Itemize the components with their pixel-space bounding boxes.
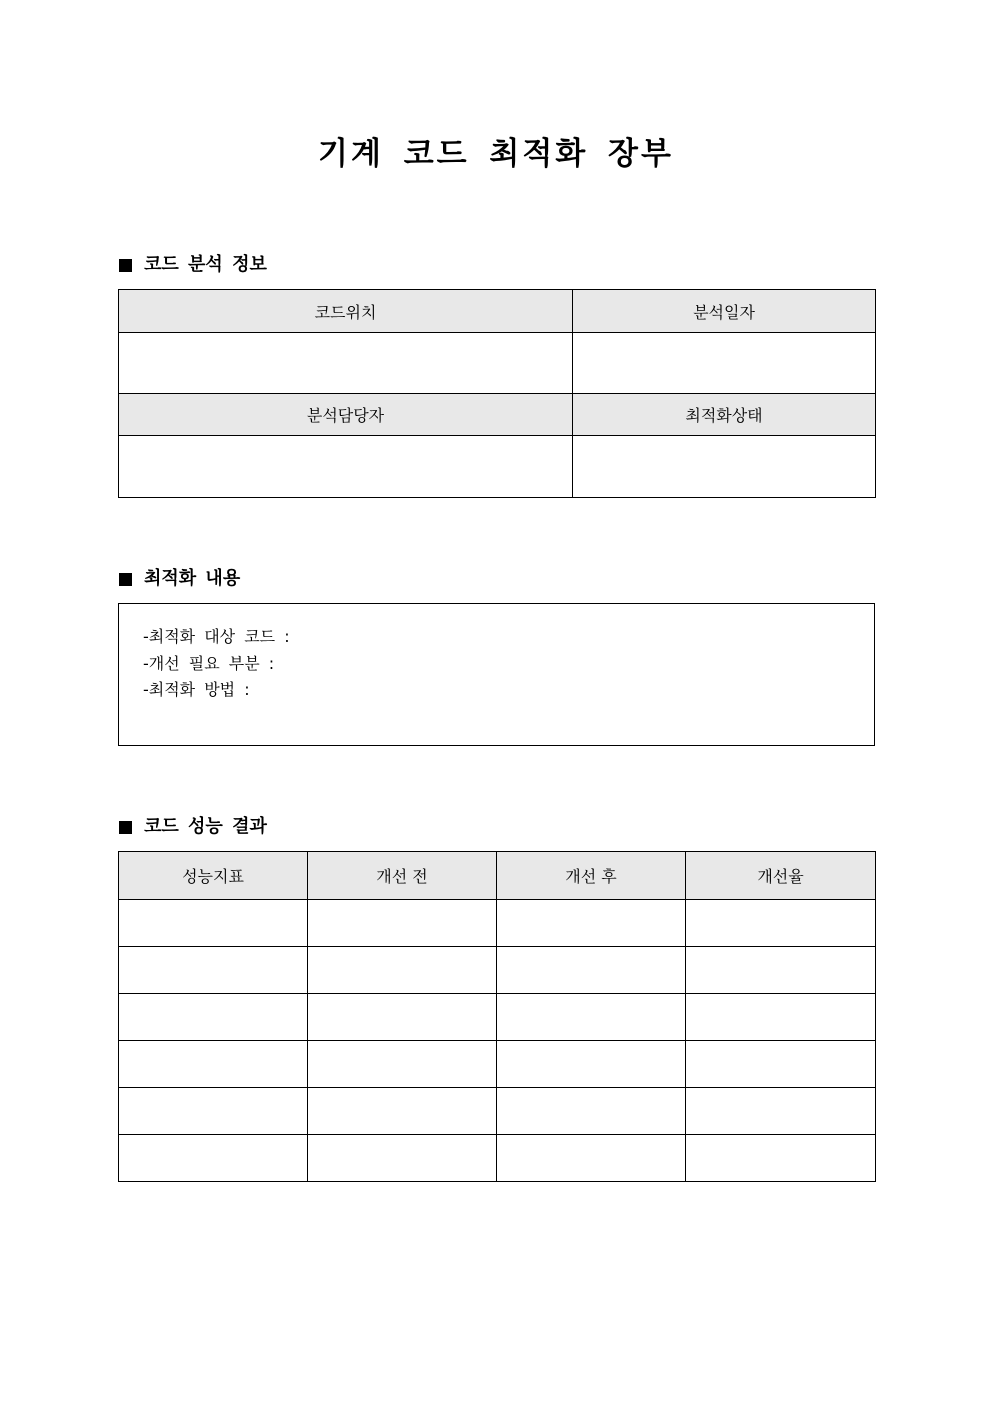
section-heading-optimization-content — [119, 567, 240, 591]
table-cell[interactable] — [686, 1088, 876, 1135]
performance-results-table — [118, 851, 876, 1182]
code-location-field[interactable] — [119, 333, 573, 394]
section-heading-label: 최적화 내용 — [144, 568, 241, 589]
table-row — [119, 900, 876, 947]
table-row — [119, 1135, 876, 1182]
table-cell[interactable] — [497, 1041, 686, 1088]
optimization-content-box[interactable] — [118, 603, 875, 746]
content-line-target-code: -최적화 대상 코드 : — [143, 627, 290, 646]
section-heading-label: 코드 성능 결과 — [144, 816, 267, 837]
table-row — [119, 994, 876, 1041]
content-line-improvement-area: -개선 필요 부분 : — [143, 653, 275, 673]
column-header-after: 개선 후 — [497, 852, 686, 900]
table-cell[interactable] — [308, 1135, 497, 1182]
table-cell[interactable] — [497, 1135, 686, 1182]
table-cell[interactable] — [686, 900, 876, 947]
table-cell[interactable] — [497, 1088, 686, 1135]
square-bullet-icon — [119, 821, 132, 834]
code-analysis-table — [118, 289, 876, 498]
table-cell[interactable] — [308, 1041, 497, 1088]
table-cell[interactable] — [497, 947, 686, 994]
table-cell[interactable] — [686, 1135, 876, 1182]
table-cell[interactable] — [686, 947, 876, 994]
column-header-before: 개선 전 — [308, 852, 497, 900]
table-cell[interactable] — [308, 900, 497, 947]
table-row — [119, 947, 876, 994]
table-cell[interactable] — [308, 994, 497, 1041]
table-cell[interactable] — [308, 1088, 497, 1135]
section-heading-performance-results — [119, 815, 267, 839]
table-cell[interactable] — [686, 994, 876, 1041]
square-bullet-icon — [119, 573, 132, 586]
table-row — [119, 1041, 876, 1088]
analyst-label: 분석담당자 — [119, 394, 573, 436]
optimization-status-field[interactable] — [573, 436, 876, 498]
code-location-label: 코드위치 — [119, 290, 573, 333]
analysis-date-label: 분석일자 — [573, 290, 876, 333]
table-cell[interactable] — [119, 900, 308, 947]
column-header-metric: 성능지표 — [119, 852, 308, 900]
table-cell[interactable] — [497, 994, 686, 1041]
table-cell[interactable] — [119, 1041, 308, 1088]
table-cell[interactable] — [497, 900, 686, 947]
analyst-field[interactable] — [119, 436, 573, 498]
square-bullet-icon — [119, 259, 132, 272]
section-heading-label: 코드 분석 정보 — [144, 254, 267, 275]
optimization-status-label: 최적화상태 — [573, 394, 876, 436]
table-cell[interactable] — [119, 947, 308, 994]
page-title: 기계 코드 최적화 장부 — [318, 136, 674, 172]
table-cell[interactable] — [686, 1041, 876, 1088]
table-cell[interactable] — [119, 1088, 308, 1135]
table-cell[interactable] — [119, 994, 308, 1041]
table-cell[interactable] — [308, 947, 497, 994]
column-header-improvement-rate: 개선율 — [686, 852, 876, 900]
table-cell[interactable] — [119, 1135, 308, 1182]
content-line-optimization-method: -최적화 방법 : — [143, 680, 250, 699]
table-row — [119, 1088, 876, 1135]
section-heading-code-analysis — [119, 253, 267, 277]
analysis-date-field[interactable] — [573, 333, 876, 394]
